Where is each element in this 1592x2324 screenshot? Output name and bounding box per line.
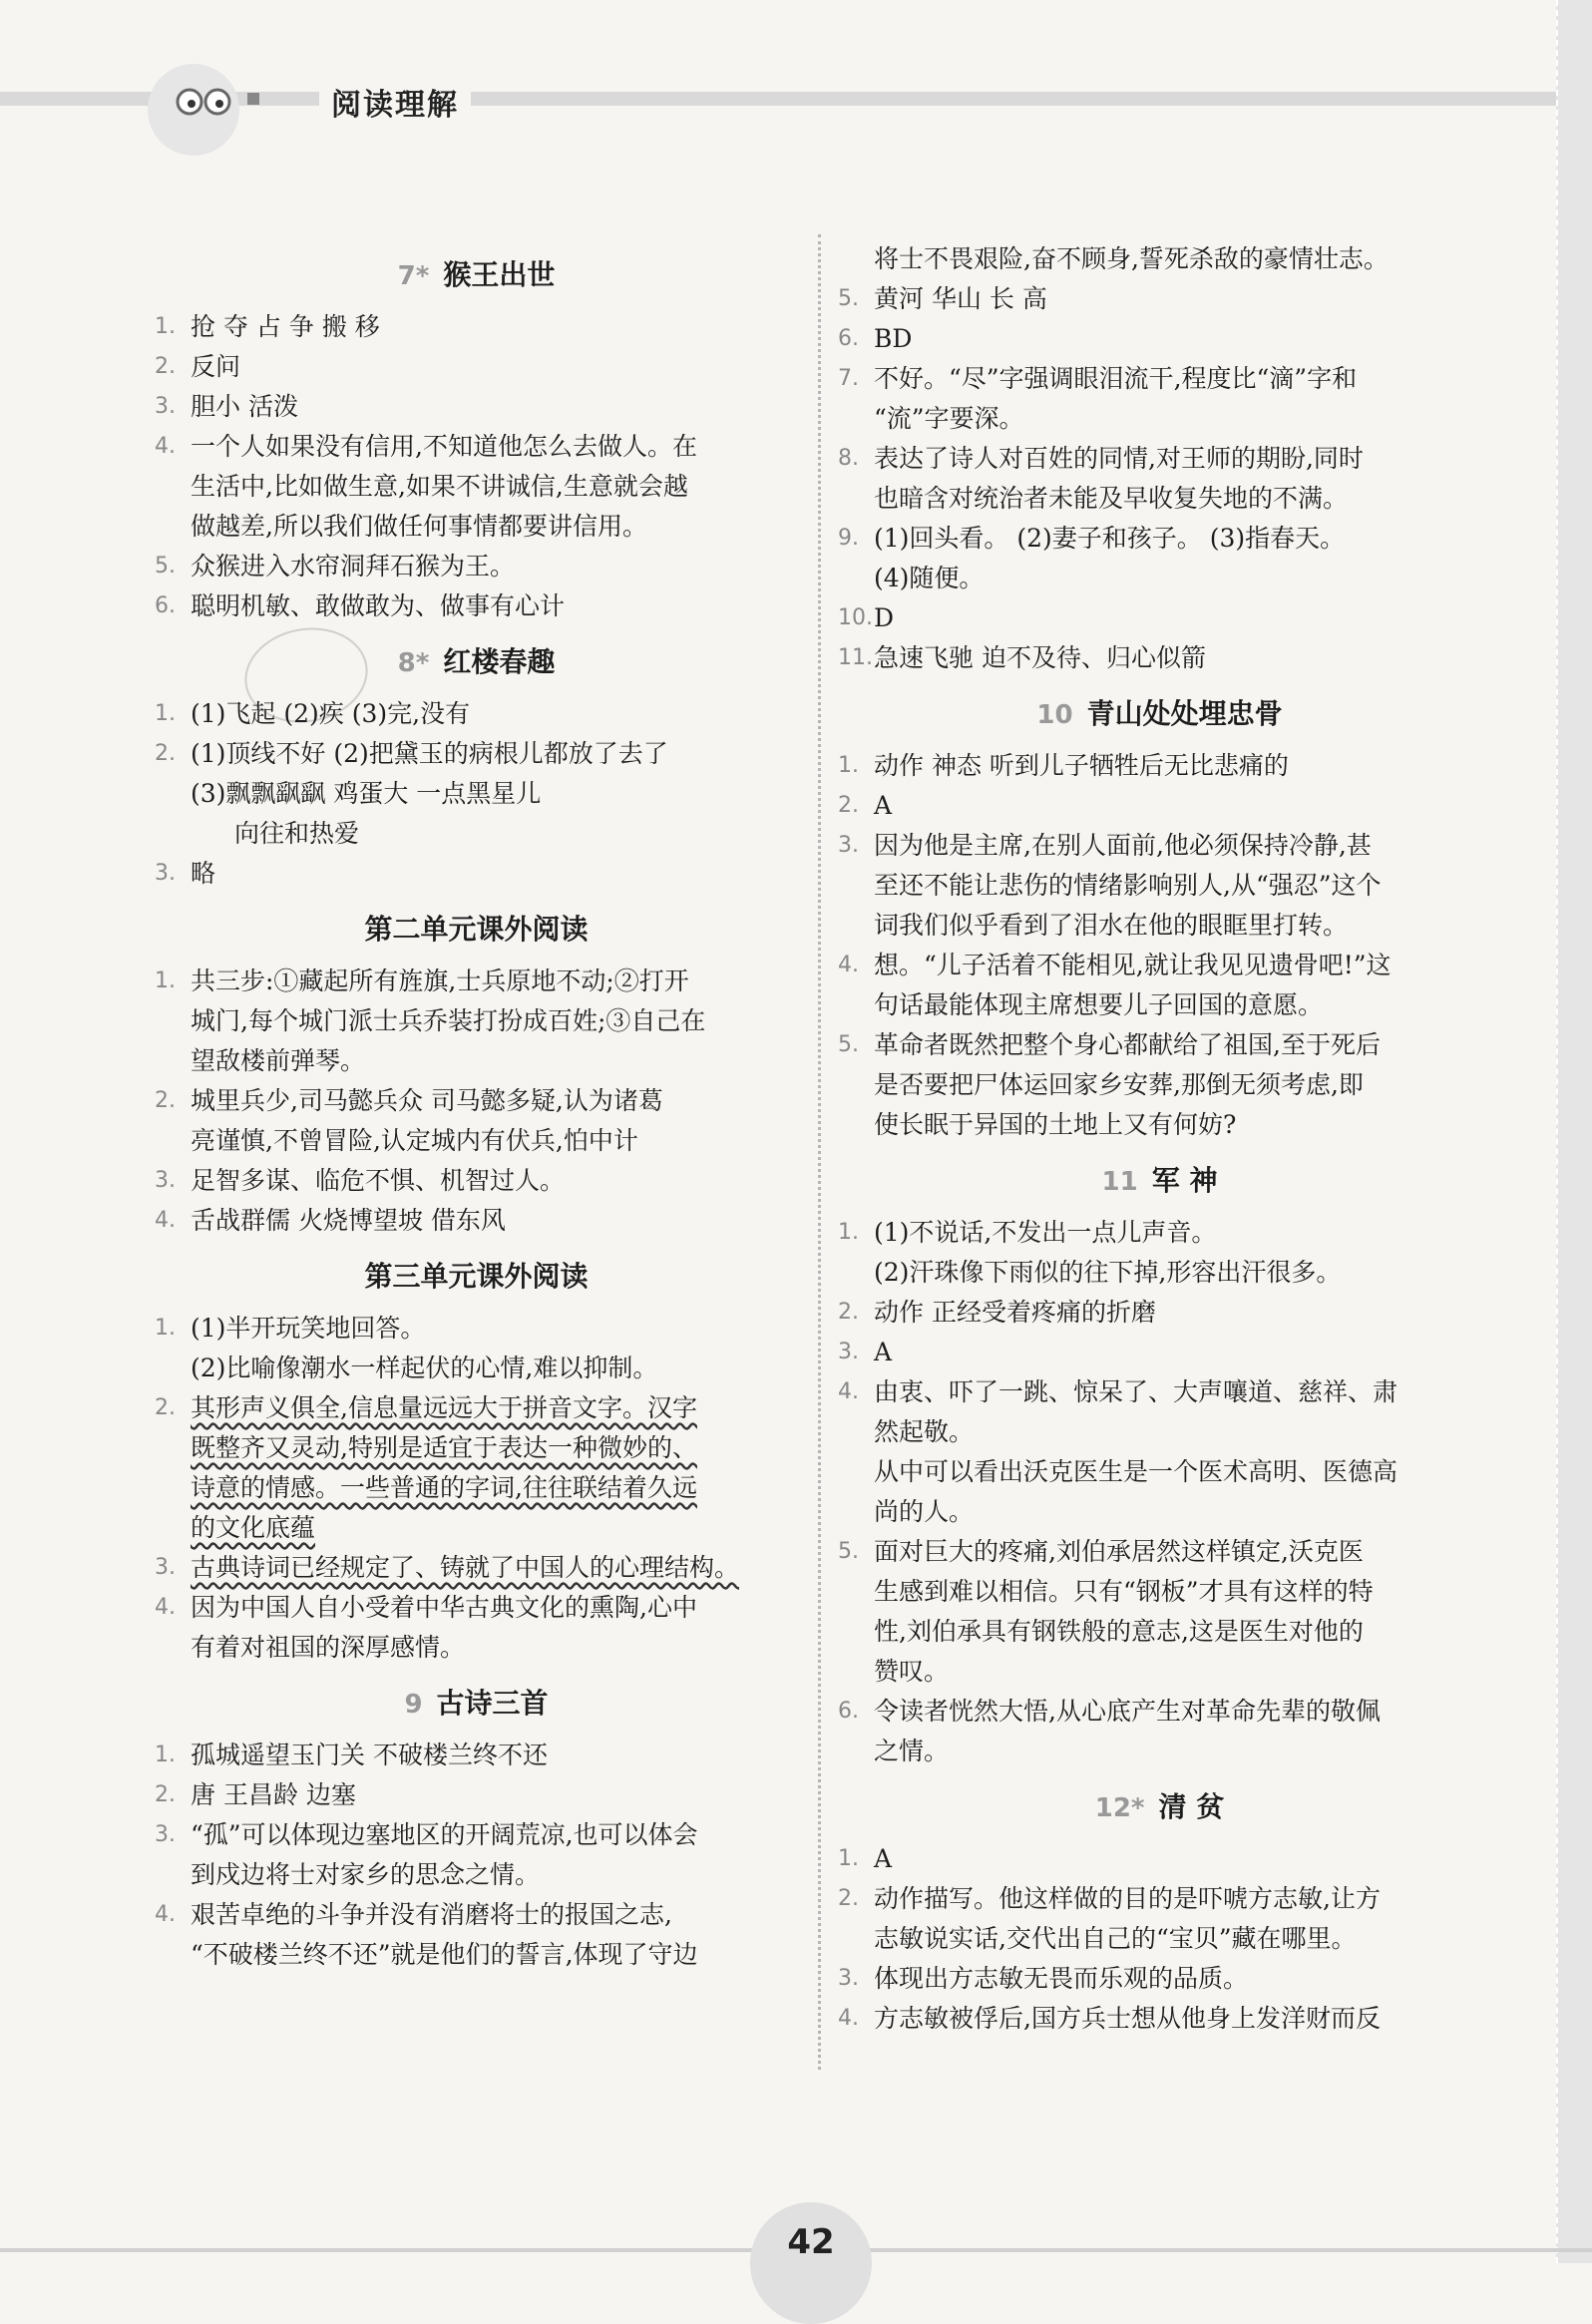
item-number: 3.: [155, 1168, 176, 1193]
item-number: 2.: [155, 1088, 176, 1113]
answer-line: 抢 夺 占 争 搬 移: [191, 312, 380, 341]
item-number: 1.: [838, 753, 859, 778]
item-number: 2.: [155, 1395, 176, 1420]
underlined-text: 既整齐又灵动,特别是适宜于表达一种微妙的、: [191, 1433, 697, 1462]
answer-line: 到戍边将士对家乡的思念之情。: [191, 1860, 541, 1889]
header-square-icon: [247, 93, 259, 105]
answer-item: [838, 826, 1481, 946]
answer-line: BD: [874, 324, 913, 353]
answer-line: D: [874, 603, 895, 632]
item-number: 2.: [838, 1886, 859, 1911]
item-number: 11.: [838, 645, 873, 670]
item-number: 4.: [155, 434, 176, 459]
answer-line: 一个人如果没有信用,不知道他怎么去做人。在: [191, 432, 697, 461]
answer-line: (1)半开玩笑地回答。: [191, 1314, 426, 1343]
item-number: 4.: [155, 1902, 176, 1927]
answer-line: 词我们似乎看到了泪水在他的眼眶里打转。: [874, 911, 1349, 940]
item-number: 4.: [838, 1379, 859, 1404]
item-number: 1.: [155, 1316, 176, 1341]
item-number: 1.: [838, 1846, 859, 1871]
answer-line: 性,刘伯承具有钢铁般的意志,这是医生对他的: [874, 1617, 1364, 1646]
section-title: [155, 638, 798, 686]
item-number: 1.: [155, 701, 176, 726]
answer-item: [838, 598, 1481, 638]
answer-line: (1)不说话,不发出一点儿声音。: [874, 1218, 1217, 1247]
section-title: [838, 1157, 1481, 1205]
answer-item: [838, 439, 1481, 519]
item-number: 1.: [155, 968, 176, 993]
page-title: 阅读理解: [319, 80, 471, 124]
answer-line: 共三步:①藏起所有旌旗,士兵原地不动;②打开: [191, 967, 689, 995]
answer-line: (1)顶线不好 (2)把黛玉的病根儿都放了去了: [191, 739, 668, 768]
answer-item: [838, 1959, 1481, 1999]
section-title-text: 古诗三首: [436, 1687, 549, 1720]
answer-item: [838, 1213, 1481, 1293]
answer-item: [838, 1879, 1481, 1959]
answer-item: [155, 1588, 798, 1668]
answer-line: [191, 1468, 798, 1508]
answer-line: 聪明机敏、敢做敢为、做事有心计: [191, 591, 566, 620]
answer-item: [838, 1692, 1481, 1771]
underlined-text: 的文化底蕴: [191, 1513, 316, 1542]
item-number: 2.: [155, 354, 176, 379]
answer-item: [838, 946, 1481, 1025]
section-title-text: 军 神: [1151, 1164, 1218, 1197]
answer-item: [838, 1372, 1481, 1532]
item-number: 3.: [838, 1340, 859, 1364]
answer-line: 因为中国人自小受着中华古典文化的熏陶,心中: [191, 1593, 697, 1622]
answer-line: 赞叹。: [874, 1657, 950, 1686]
answer-line: [191, 1548, 798, 1588]
answer-line: 唐 王昌龄 边塞: [191, 1780, 356, 1809]
answer-item: [155, 387, 798, 427]
answer-line: [191, 1428, 798, 1468]
answer-item: [155, 1081, 798, 1161]
answer-line: 由衷、吓了一跳、惊呆了、大声嚷道、慈祥、肃: [874, 1377, 1398, 1406]
section-title-text: 猴王出世: [443, 258, 556, 291]
answer-line: 不好。“尽”字强调眼泪流干,程度比“滴”字和: [874, 364, 1358, 393]
answer-item: [838, 638, 1481, 678]
answer-item: [155, 1815, 798, 1895]
answer-line: [191, 1508, 798, 1548]
answer-line: 将士不畏艰险,奋不顾身,誓死杀敌的豪情壮志。: [874, 244, 1389, 273]
item-number: 1.: [838, 1220, 859, 1245]
answer-line: 是否要把尸体运回家乡安葬,那倒无须考虑,即: [874, 1070, 1364, 1099]
item-number: 4.: [155, 1208, 176, 1233]
answer-item: [155, 1895, 798, 1975]
item-number: 5.: [155, 554, 176, 579]
answer-item: [155, 427, 798, 547]
section-title: [155, 906, 798, 954]
footer-circle: [750, 2202, 872, 2324]
answer-line: (2)汗珠像下雨似的往下掉,形容出汗很多。: [874, 1258, 1342, 1287]
item-number: 2.: [838, 1300, 859, 1325]
item-number: 8.: [838, 446, 859, 471]
answer-item: [838, 1333, 1481, 1372]
section-title: [155, 251, 798, 299]
underlined-text: 其形声义俱全,信息量远远大于拼音文字。汉字: [191, 1393, 697, 1422]
item-number: 3.: [155, 1822, 176, 1847]
answer-item: [155, 1201, 798, 1241]
item-number: 3.: [838, 833, 859, 858]
section-number: 7*: [397, 261, 430, 291]
answer-line: 足智多谋、临危不惧、机智过人。: [191, 1166, 566, 1195]
item-number: 1.: [155, 314, 176, 339]
answer-item: [155, 307, 798, 347]
answer-item: [155, 547, 798, 586]
section-title-text: 第二单元课外阅读: [364, 913, 589, 946]
item-number: 4.: [838, 2006, 859, 2031]
section-number: 11: [1101, 1167, 1138, 1197]
answer-line: (1)回头看。 (2)妻子和孩子。 (3)指春天。: [874, 524, 1346, 553]
answer-line: 想。“儿子活着不能相见,就让我见见遗骨吧!”这: [874, 951, 1392, 979]
item-number: 9.: [838, 526, 859, 551]
item-number: 2.: [838, 793, 859, 818]
item-number: 3.: [155, 394, 176, 419]
item-number: 4.: [838, 953, 859, 977]
item-number: 7.: [838, 366, 859, 391]
section-number: 9: [404, 1690, 423, 1720]
answer-line: 生感到难以相信。只有“钢板”才具有这样的特: [874, 1577, 1374, 1606]
answer-item: [155, 347, 798, 387]
answer-line: A: [874, 791, 893, 820]
answer-item: [838, 746, 1481, 786]
answer-line: A: [874, 1338, 893, 1366]
answer-item: [155, 586, 798, 626]
item-number: 6.: [155, 593, 176, 618]
answer-item: [155, 1388, 798, 1548]
answer-line: 方志敏被俘后,国方兵士想从他身上发洋财而反: [874, 2004, 1381, 2033]
answer-line: 众猴进入水帘洞拜石猴为王。: [191, 552, 516, 581]
answer-line: 令读者恍然大悟,从心底产生对革命先辈的敬佩: [874, 1697, 1381, 1726]
right-column: [838, 239, 1481, 2039]
answer-item: [155, 1309, 798, 1388]
answer-line: 尚的人。: [874, 1497, 975, 1526]
answer-line: 表达了诗人对百姓的同情,对王师的期盼,同时: [874, 444, 1364, 473]
answer-line: 使长眠于异国的土地上又有何妨?: [874, 1110, 1237, 1139]
answer-item: [155, 854, 798, 894]
answer-item: [838, 1532, 1481, 1692]
mascot-eyes-icon: [172, 82, 241, 122]
answer-item: [838, 319, 1481, 359]
answer-line: 至还不能让悲伤的情绪影响别人,从“强忍”这个: [874, 871, 1382, 900]
item-number: 2.: [155, 1782, 176, 1807]
section-number: 10: [1036, 700, 1073, 730]
answer-line: 舌战群儒 火烧博望坡 借东风: [191, 1206, 506, 1235]
answer-item: [155, 1161, 798, 1201]
answer-item: [838, 1999, 1481, 2039]
answer-line: 从中可以看出沃克医生是一个医术高明、医德高: [874, 1457, 1398, 1486]
section-number: 8*: [397, 648, 430, 678]
answer-item: [155, 1775, 798, 1815]
answer-line: 也暗含对统治者未能及早收复失地的不满。: [874, 484, 1349, 513]
answer-line: 体现出方志敏无畏而乐观的品质。: [874, 1964, 1249, 1993]
answer-line: 胆小 活泼: [191, 392, 298, 421]
item-number: 5.: [838, 1539, 859, 1564]
answer-line: (2)比喻像潮水一样起伏的心情,难以抑制。: [191, 1354, 658, 1382]
answer-line: 动作描写。他这样做的目的是吓唬方志敏,让方: [874, 1884, 1381, 1913]
answer-line: 做越差,所以我们做任何事情都要讲信用。: [191, 512, 647, 541]
answer-line: 向往和热爱: [234, 819, 360, 848]
section-number: 12*: [1094, 1793, 1145, 1823]
answer-line: 然起敬。: [874, 1417, 975, 1446]
answer-line: “不破楼兰终不还”就是他们的誓言,体现了守边: [191, 1940, 698, 1969]
answer-line: 亮谨慎,不曾冒险,认定城内有伏兵,怕中计: [191, 1126, 638, 1155]
section-title: [155, 1253, 798, 1301]
item-number: 2.: [155, 741, 176, 766]
item-number: 6.: [838, 1699, 859, 1724]
item-number: 4.: [155, 1595, 176, 1620]
underlined-text: 诗意的情感。一些普通的字词,往往联结着久远: [191, 1473, 697, 1502]
item-number: 6.: [838, 326, 859, 351]
item-number: 1.: [155, 1743, 176, 1767]
answer-line: 略: [191, 859, 216, 888]
page-edge: [1556, 0, 1592, 2263]
answer-item: [838, 1839, 1481, 1879]
answer-line: 动作 正经受着疼痛的折磨: [874, 1298, 1156, 1327]
item-number: 3.: [155, 1555, 176, 1580]
page-number: 42: [787, 2222, 835, 2262]
answer-line: 黄河 华山 长 高: [874, 284, 1047, 313]
underlined-text: 古典诗词已经规定了、铸就了中国人的心理结构。: [191, 1553, 740, 1582]
answer-item: [155, 1548, 798, 1588]
section-title-text: 清 贫: [1158, 1790, 1225, 1823]
answer-line: 动作 神态 听到儿子牺牲后无比悲痛的: [874, 751, 1289, 780]
answer-line: 生活中,比如做生意,如果不讲诚信,生意就会越: [191, 472, 688, 501]
answer-item: [155, 962, 798, 1081]
answer-line: “孤”可以体现边塞地区的开阔荒凉,也可以体会: [191, 1820, 698, 1849]
answer-line: 面对巨大的疼痛,刘伯承居然这样镇定,沃克医: [874, 1537, 1364, 1566]
answer-item: [155, 694, 798, 734]
section-title: [838, 690, 1481, 738]
answer-item: [155, 1736, 798, 1775]
answer-line: 望敌楼前弹琴。: [191, 1046, 366, 1075]
answer-line: “流”字要深。: [874, 404, 1024, 433]
answer-line: (4)随便。: [874, 564, 985, 592]
answer-line: 反问: [191, 352, 241, 381]
answer-line: 之情。: [874, 1737, 950, 1765]
answer-item: [838, 279, 1481, 319]
answer-line: 有着对祖国的深厚感情。: [191, 1633, 466, 1662]
answer-item: [838, 786, 1481, 826]
left-column: [155, 239, 798, 1975]
answer-line: A: [874, 1844, 893, 1873]
answer-line: [191, 1388, 798, 1428]
column-divider: [818, 234, 821, 2070]
item-number: 3.: [838, 1966, 859, 1991]
section-title: [155, 1680, 798, 1728]
answer-line: (1)飞起 (2)疾 (3)完,没有: [191, 699, 471, 728]
answer-item: [838, 519, 1481, 598]
item-number: 3.: [155, 861, 176, 886]
section-title-text: 第三单元课外阅读: [364, 1260, 589, 1293]
item-number: 10.: [838, 605, 873, 630]
answer-line: 因为他是主席,在别人面前,他必须保持冷静,甚: [874, 831, 1372, 860]
answer-line: 城里兵少,司马懿兵众 司马懿多疑,认为诸葛: [191, 1086, 663, 1115]
answer-line: 革命者既然把整个身心都献给了祖国,至于死后: [874, 1030, 1381, 1059]
answer-line: 孤城遥望玉门关 不破楼兰终不还: [191, 1741, 548, 1769]
section-title: [838, 1783, 1481, 1831]
answer-item: [838, 1293, 1481, 1333]
answer-line: 志敏说实话,交代出自己的“宝贝”藏在哪里。: [874, 1924, 1357, 1953]
answer-item: [838, 1025, 1481, 1145]
answer-line: 句话最能体现主席想要儿子回国的意愿。: [874, 990, 1324, 1019]
section-title-text: 红楼春趣: [443, 645, 556, 678]
answer-item: [838, 359, 1481, 439]
continuation-line: [838, 239, 1481, 279]
answer-line: 急速飞驰 迫不及待、归心似箭: [874, 643, 1206, 672]
answer-item: [155, 734, 798, 854]
section-title-text: 青山处处埋忠骨: [1086, 697, 1283, 730]
item-number: 5.: [838, 1032, 859, 1057]
item-number: 5.: [838, 286, 859, 311]
answer-line: 城门,每个城门派士兵乔装打扮成百姓;③自己在: [191, 1006, 706, 1035]
answer-line: 艰苦卓绝的斗争并没有消磨将士的报国之志,: [191, 1900, 672, 1929]
answer-line: (3)飘飘飖飖 鸡蛋大 一点黑星儿: [191, 779, 542, 808]
